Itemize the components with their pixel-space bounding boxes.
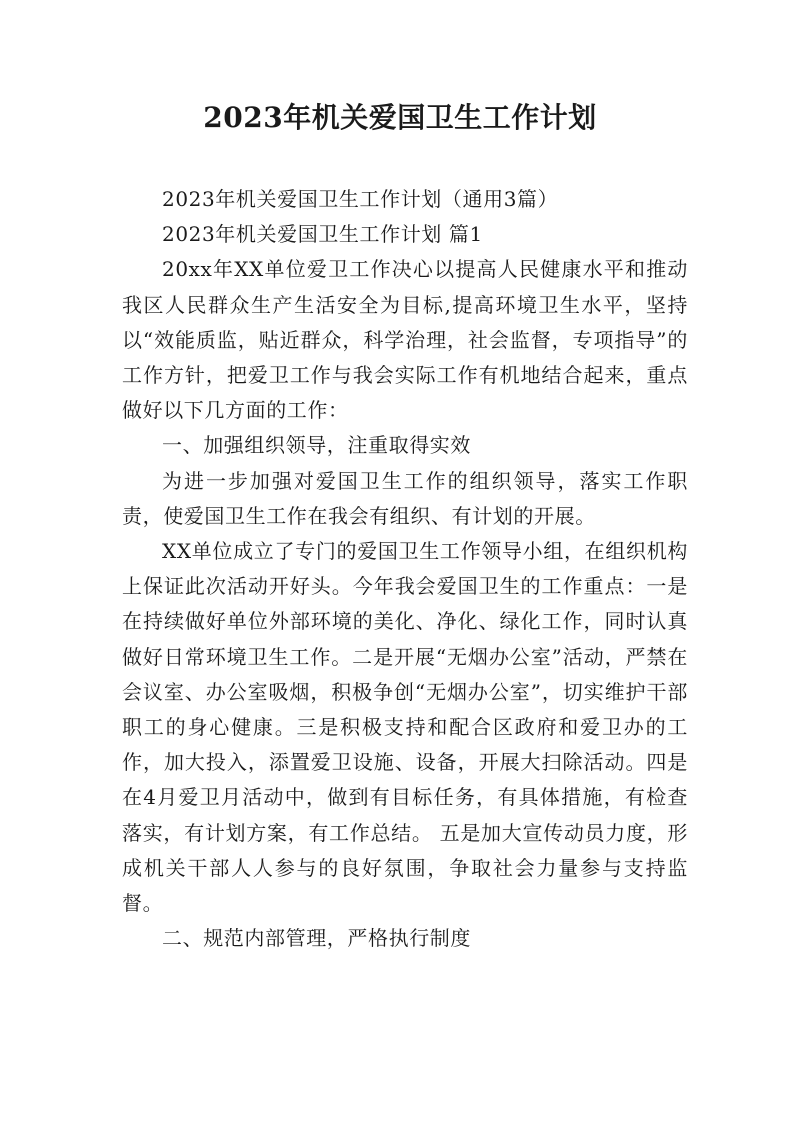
article-heading: 2023年机关爱国卫生工作计划 篇1 [162,222,483,247]
intro-paragraph: 20xx年XX单位爱卫工作决心以提高人民健康水平和推动我区人民群众生产生活安全为目标,提高环境卫生水平，坚持以“效能质监，贴近群众，科学治理，社会监督，专项指导”的工作方针，把爱卫工作与我会实际工作有机地结合起来，重点做好以下几方面的工作： [122,257,688,423]
document-body [122,182,688,956]
body-paragraph-1: 为进一步加强对爱国卫生工作的组织领导，落实工作职责，使爱国卫生工作在我会有组织、有计划的开展。 [122,468,688,528]
document-title: 2023年机关爱国卫生工作计划 [203,101,597,134]
section-heading-2: 二、规范内部管理，严格执行制度 [162,926,471,951]
section-heading-1: 一、加强组织领导，注重取得实效 [162,433,471,458]
body-paragraph-2: XX单位成立了专门的爱国卫生工作领导小组，在组织机构上保证此次活动开好头。今年我会爱国卫生的工作重点：一是在持续做好单位外部环境的美化、净化、绿化工作，同时认真做好日常环境卫生工作。二是开展“无烟办公室”活动，严禁在会议室、办公室吸烟，积极争创“无烟办公室”，切实维护干部职工的身心健康。三是积极支持和配合区政府和爱卫办的工作，加大投入，添置爱卫设施、设备，开展大扫除活动。四是在4月爱卫月活动中，做到有目标任务，有具体措施，有检查落实，有计划方案，有工作总结。 五是加大宣传动员力度，形成机关干部人人参与的良好氛围，争取社会力量参与支持监督。 [122,539,688,916]
subtitle-paragraph: 2023年机关爱国卫生工作计划（通用3篇） [162,187,559,211]
